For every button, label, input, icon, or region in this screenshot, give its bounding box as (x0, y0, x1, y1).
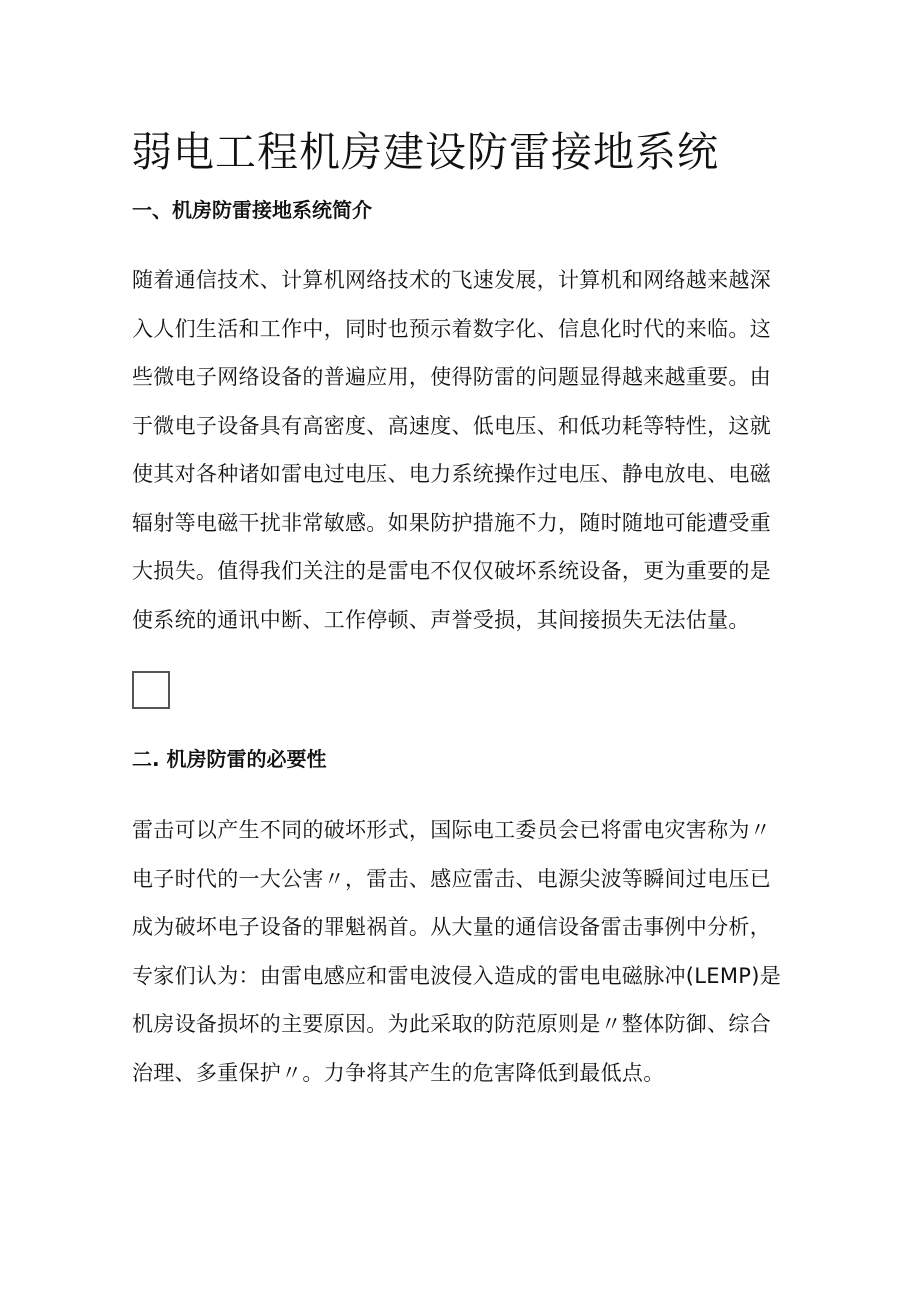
paragraph-line: 于微电子设备具有高密度、高速度、低电压、和低功耗等特性，这就 (132, 413, 771, 438)
section-2-paragraph (132, 806, 792, 1097)
paragraph-line: 使系统的通讯中断、工作停顿、声誉受损，其间接损失无法估量。 (132, 607, 750, 632)
paragraph-line: 辐射等电磁干扰非常敏感。如果防护措施不力，随时随地可能遭受重 (132, 510, 771, 535)
document-title: 弱电工程机房建设防雷接地系统 (131, 128, 719, 176)
paragraph-line: 入人们生活和工作中，同时也预示着数字化、信息化时代的来临。这 (132, 316, 771, 341)
paragraph-line: 治理、多重保护〃。力争将其产生的危害降低到最低点。 (132, 1060, 665, 1085)
paragraph-line: 随着通信技术、计算机网络技术的飞速发展，计算机和网络越来越深 (132, 268, 771, 292)
paragraph-line: 雷击可以产生不同的破坏形式，国际电工委员会已将雷电灾害称为〃 (132, 818, 771, 842)
paragraph-line: 些微电子网络设备的普遍应用，使得防雷的问题显得越来越重要。由 (132, 365, 771, 389)
image-placeholder-box (132, 671, 170, 709)
paragraph-line: 机房设备损坏的主要原因。为此采取的防范原则是〃整体防御、综合 (132, 1012, 771, 1036)
paragraph-line: 专家们认为：由雷电感应和雷电波侵入造成的雷电电磁脉冲(LEMP)是 (132, 963, 782, 988)
paragraph-line: 电子时代的一大公害〃，雷击、感应雷击、电源尖波等瞬间过电压已 (132, 866, 771, 891)
section-1-paragraph (132, 256, 792, 644)
paragraph-line: 大损失。值得我们关注的是雷电不仅仅破坏系统设备，更为重要的是 (132, 559, 771, 583)
paragraph-line: 使其对各种诸如雷电过电压、电力系统操作过电压、静电放电、电磁 (132, 462, 771, 486)
section-1-heading: 一、机房防雷接地系统简介 (132, 198, 372, 222)
paragraph-line: 成为破坏电子设备的罪魁祸首。从大量的通信设备雷击事例中分析， (132, 915, 771, 939)
section-2-heading: 二. 机房防雷的必要性 (132, 747, 327, 771)
